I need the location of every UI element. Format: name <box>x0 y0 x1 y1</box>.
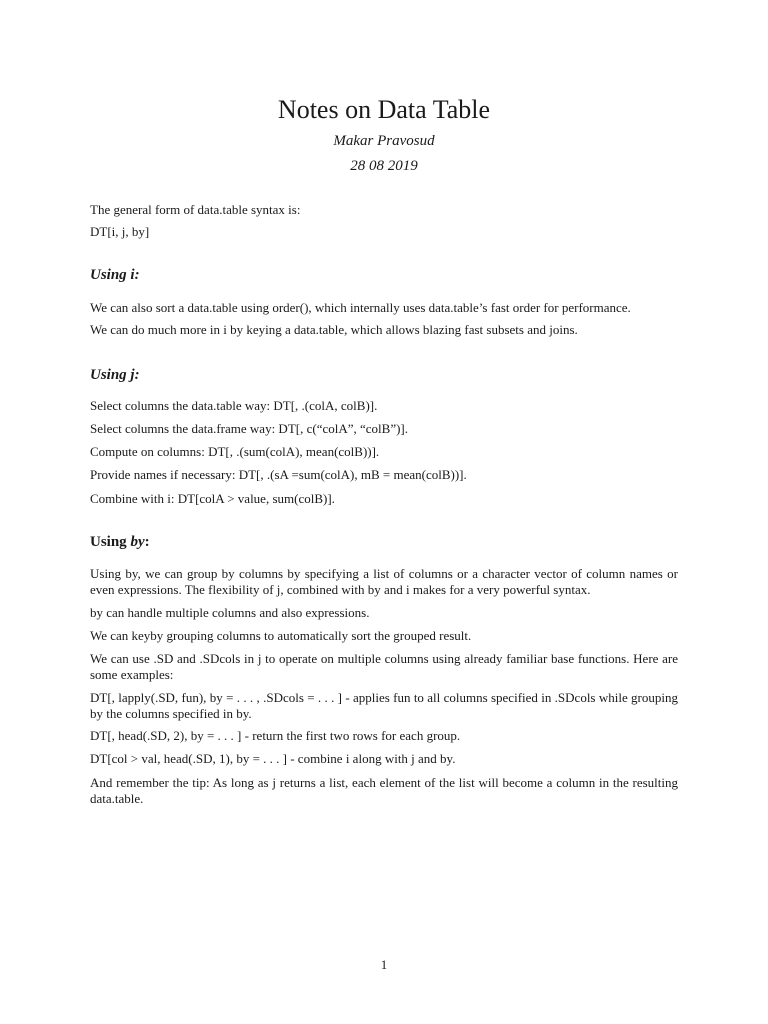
document-title: Notes on Data Table <box>277 95 491 124</box>
section-by-paragraph-5: DT[, lapply(.SD, fun), by = . . . , .SDcols = . . . ] - applies fun to all columns specified in .SDcols while grouping by the columns specified in by. <box>90 690 678 721</box>
section-i-paragraph-1: We can also sort a data.table using order(), which internally uses data.table’s fast order for performance. <box>90 300 631 315</box>
section-by-paragraph-8: And remember the tip: As long as j returns a list, each element of the list will become a column in the resulting data.table. <box>90 775 678 806</box>
section-by-paragraph-3: We can keyby grouping columns to automatically sort the grouped result. <box>90 628 472 643</box>
heading-prefix: Using <box>90 534 131 550</box>
document-date: 28 08 2019 <box>350 158 418 174</box>
section-by-paragraph-7: DT[col > val, head(.SD, 1), by = . . . ] - combine i along with j and by. <box>90 751 456 766</box>
section-by-paragraph-1: Using by, we can group by columns by specifying a list of columns or a character vector of column names or even expressions. The flexibility of j, combined with by and i makes for a very powerful syntax. <box>90 566 678 597</box>
section-by-paragraph-2: by can handle multiple columns and also expressions. <box>90 605 370 620</box>
section-j-line-2: Select columns the data.frame way: DT[, c(“colA”, “colB”)]. <box>90 421 408 436</box>
section-heading-using-i: Using i: <box>90 267 140 283</box>
intro-line-2: DT[i, j, by] <box>90 224 150 239</box>
page-number: 1 <box>380 957 388 972</box>
section-heading-using-j: Using j: <box>90 367 140 383</box>
document-author: Makar Pravosud <box>333 133 435 149</box>
section-j-line-4: Provide names if necessary: DT[, .(sA =sum(colA), mB = mean(colB))]. <box>90 467 467 482</box>
section-j-line-1: Select columns the data.table way: DT[, .(colA, colB)]. <box>90 398 378 413</box>
section-j-line-5: Combine with i: DT[colA > value, sum(colB)]. <box>90 491 335 506</box>
section-i-paragraph-2: We can do much more in i by keying a data.table, which allows blazing fast subsets and joins. <box>90 322 578 337</box>
intro-line-1: The general form of data.table syntax is: <box>90 202 301 217</box>
document-page <box>90 0 678 1024</box>
heading-suffix: : <box>144 534 150 550</box>
section-by-paragraph-4: We can use .SD and .SDcols in j to operate on multiple columns using already familiar base functions. Here are some examples: <box>90 651 678 682</box>
section-by-paragraph-6: DT[, head(.SD, 2), by = . . . ] - return the first two rows for each group. <box>90 728 461 743</box>
heading-keyword: by <box>130 534 145 550</box>
section-heading-using-by <box>90 533 150 551</box>
section-j-line-3: Compute on columns: DT[, .(sum(colA), mean(colB))]. <box>90 444 380 459</box>
